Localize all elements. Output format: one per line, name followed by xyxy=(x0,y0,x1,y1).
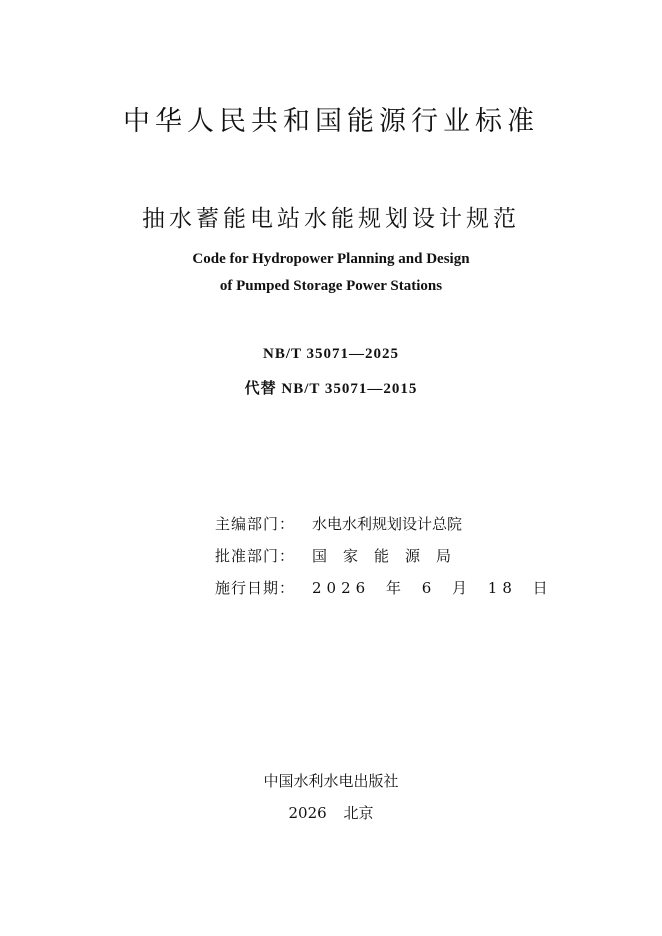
standard-code: NB/T 35071—2025 xyxy=(263,346,399,362)
document-title-chinese: 抽水蓄能电站水能规划设计规范 xyxy=(142,206,520,232)
meta-value: 水电水利规划设计总院 xyxy=(312,515,463,533)
meta-row-effective-date xyxy=(215,578,553,598)
publication-city: 北京 xyxy=(343,804,374,822)
publication-year: 2026 xyxy=(288,804,327,822)
meta-value: 国家能源局 xyxy=(312,547,468,565)
meta-row-editor xyxy=(215,514,462,534)
meta-label: 主编部门： xyxy=(215,515,296,533)
replaces-standard xyxy=(0,378,662,399)
meta-value: 2026 年 6 月 18 日 xyxy=(312,579,553,597)
document-title-english-line-2: of Pumped Storage Power Stations xyxy=(219,278,443,294)
meta-label: 批准部门： xyxy=(215,547,296,565)
standard-organization: 中华人民共和国能源行业标准 xyxy=(123,106,539,137)
replaced-standard-code: NB/T 35071—2015 xyxy=(281,381,418,397)
document-title-english-line-1: Code for Hydropower Planning and Design xyxy=(192,251,470,267)
publisher-name: 中国水利水电出版社 xyxy=(263,772,399,790)
replaces-prefix: 代替 xyxy=(244,379,277,397)
meta-row-approver xyxy=(215,546,467,566)
meta-label: 施行日期： xyxy=(215,579,296,597)
publication-year-city xyxy=(0,803,662,823)
